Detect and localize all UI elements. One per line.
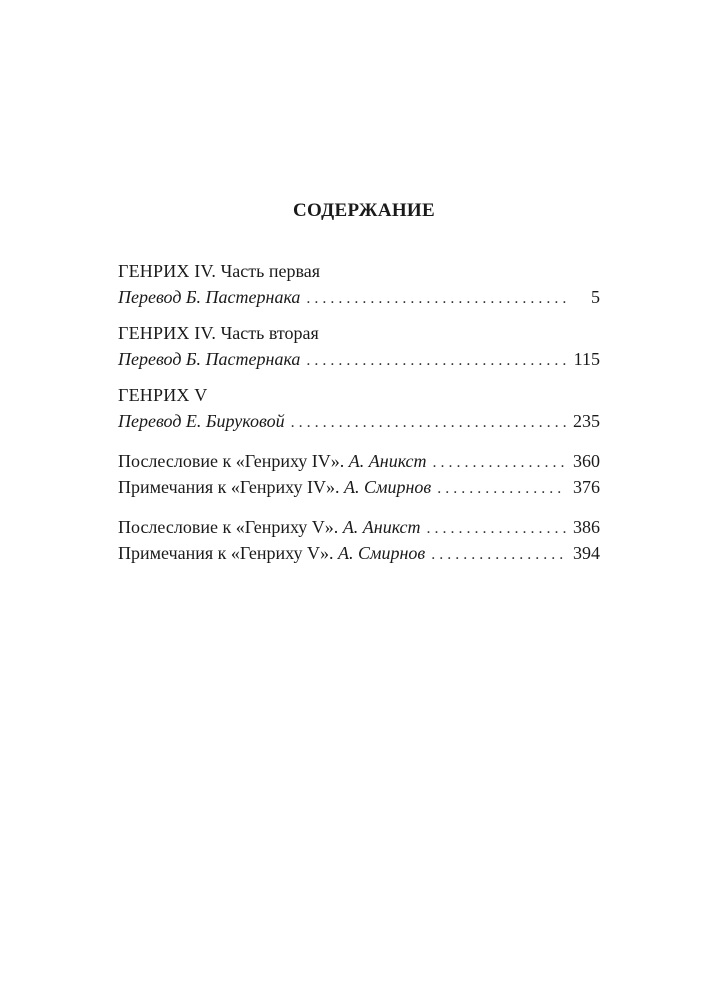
translator: Перевод Б. Пастернака — [118, 287, 301, 307]
toc-line[interactable] — [118, 408, 600, 434]
article-author: А. Аникст — [348, 451, 427, 471]
toc-entry-henry-v — [118, 382, 600, 434]
translator: Перевод Е. Бируковой — [118, 411, 285, 431]
page-number: 235 — [573, 411, 600, 431]
dot-leader — [432, 450, 566, 476]
dot-leader — [426, 516, 566, 542]
work-title — [118, 258, 600, 284]
article-label: Примечания к «Генриху V». — [118, 543, 334, 563]
translator: Перевод Б. Пастернака — [118, 349, 301, 369]
page-number: 394 — [573, 543, 600, 563]
page-number: 115 — [573, 349, 600, 369]
page-number: 5 — [591, 287, 600, 307]
toc-line[interactable] — [118, 284, 600, 310]
toc-entry-henry-iv-part-1 — [118, 258, 600, 310]
dot-leader — [437, 476, 566, 502]
work-part: Часть первая — [220, 261, 320, 281]
work-title — [118, 382, 600, 408]
article-title — [118, 514, 420, 540]
toc-line-notes-henry-v[interactable] — [118, 540, 600, 566]
toc-entry-henry-iv-part-2 — [118, 320, 600, 372]
article-label: Послесловие к «Генриху IV». — [118, 451, 345, 471]
toc-line[interactable] — [118, 346, 600, 372]
article-author: А. Аникст — [342, 517, 421, 537]
article-label: Примечания к «Генриху IV». — [118, 477, 340, 497]
work-name: ГЕНРИХ IV. — [118, 261, 217, 281]
dot-leader — [306, 348, 566, 374]
work-title — [118, 320, 600, 346]
dot-leader — [431, 542, 566, 568]
article-title — [118, 448, 426, 474]
article-author: А. Смирнов — [344, 477, 432, 497]
dot-leader — [291, 410, 566, 436]
article-author: А. Смирнов — [338, 543, 426, 563]
dot-leader — [306, 286, 566, 312]
article-title — [118, 474, 431, 500]
work-part: Часть вторая — [220, 323, 319, 343]
toc-line-notes-henry-iv[interactable] — [118, 474, 600, 500]
article-label: Послесловие к «Генриху V». — [118, 517, 339, 537]
toc-line-afterword-henry-iv[interactable] — [118, 448, 600, 474]
article-title — [118, 540, 425, 566]
toc-line-afterword-henry-v[interactable] — [118, 514, 600, 540]
page-number: 386 — [573, 517, 600, 537]
work-name: ГЕНРИХ IV. — [118, 323, 217, 343]
table-of-contents — [118, 258, 600, 566]
page-number: 360 — [573, 451, 600, 471]
work-name: ГЕНРИХ V — [118, 385, 208, 405]
page-title: СОДЕРЖАНИЕ — [293, 200, 435, 221]
page-number: 376 — [573, 477, 600, 497]
